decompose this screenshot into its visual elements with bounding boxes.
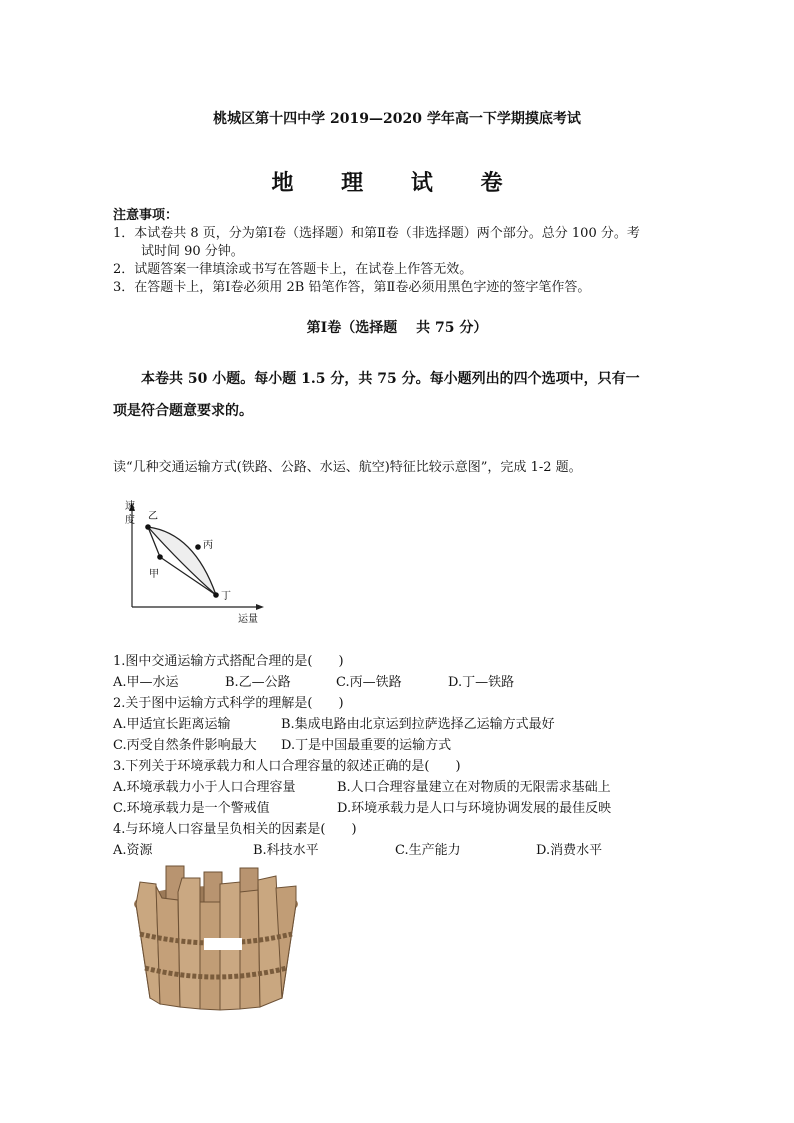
- question-option[interactable]: B.乙—公路: [225, 675, 291, 690]
- question-option[interactable]: D.消费水平: [536, 843, 603, 858]
- point-ding-marker: [213, 592, 219, 598]
- question-stem: 4.与环境人口容量呈负相关的因素是( ): [113, 822, 357, 837]
- x-axis-label: 运量: [238, 614, 258, 625]
- x-axis-arrow: [256, 604, 264, 610]
- note-item: 2．试题答案一律填涂或书写在答题卡上，在试卷上作答无效。: [113, 262, 473, 277]
- question-option[interactable]: A.资源: [113, 843, 153, 858]
- question-option[interactable]: B.人口合理容量建立在对物质的无限需求基础上: [337, 780, 611, 795]
- question-option[interactable]: A.甲—水运: [113, 675, 179, 690]
- y-axis-label: 速: [125, 501, 135, 512]
- reading-prompt: 读“几种交通运输方式(铁路、公路、水运、航空)特征比较示意图”，完成 1-2 题。: [113, 460, 582, 475]
- point-jia-label: 甲: [149, 569, 159, 580]
- question-option[interactable]: C.丙受自然条件影响最大: [113, 738, 257, 753]
- wooden-bucket-image: [116, 862, 316, 1012]
- point-ding-label: 丁: [221, 591, 231, 602]
- question-option[interactable]: D.丁—铁路: [448, 675, 515, 690]
- point-yi-label: 乙: [148, 511, 158, 522]
- point-bing-marker: [195, 544, 201, 550]
- point-yi-marker: [145, 524, 151, 530]
- question-option[interactable]: C.丙—铁路: [336, 675, 402, 690]
- subject-title: 地 理 试 卷: [271, 170, 523, 196]
- bucket-label-patch: [204, 938, 242, 950]
- question-option[interactable]: D.环境承载力是人口与环境协调发展的最佳反映: [337, 801, 612, 816]
- school-exam-title: 桃城区第十四中学 2019—2020 学年高一下学期摸底考试: [213, 111, 581, 127]
- notes-heading: 注意事项：: [113, 208, 179, 223]
- question-option[interactable]: C.生产能力: [395, 843, 461, 858]
- question-stem: 2.关于图中运输方式科学的理解是( ): [113, 696, 344, 711]
- question-option[interactable]: A.甲适宜长距离运输: [113, 717, 231, 732]
- point-bing-label: 丙: [203, 540, 213, 551]
- question-stem: 1.图中交通运输方式搭配合理的是( ): [113, 654, 344, 669]
- bucket-stave: [200, 902, 220, 1010]
- question-option[interactable]: B.科技水平: [253, 843, 319, 858]
- bucket-stave: [240, 890, 260, 1009]
- note-item: 3．在答题卡上，第Ⅰ卷必须用 2B 铅笔作答，第Ⅱ卷必须用黑色字迹的签字笔作答。: [113, 280, 591, 295]
- point-jia-marker: [157, 554, 163, 560]
- question-option[interactable]: D.丁是中国最重要的运输方式: [281, 738, 452, 753]
- bucket-stave: [204, 872, 222, 906]
- section-intro: 本卷共 50 小题。每小题 1.5 分，共 75 分。每小题列出的四个选项中，只有一: [141, 371, 640, 387]
- section-intro: 项是符合题意要求的。: [113, 403, 253, 419]
- question-option[interactable]: C.环境承载力是一个警戒值: [113, 801, 270, 816]
- note-item: 试时间 90 分钟。: [141, 244, 244, 259]
- bucket-stave: [156, 886, 180, 1007]
- note-item: 1．本试卷共 8 页，分为第Ⅰ卷（选择题）和第Ⅱ卷（非选择题）两个部分。总分 100 分。考: [113, 226, 640, 241]
- transport-comparison-diagram: [112, 495, 272, 627]
- question-stem: 3.下列关于环境承载力和人口合理容量的叙述正确的是( ): [113, 759, 461, 774]
- comparison-region: [148, 527, 216, 595]
- question-option[interactable]: B.集成电路由北京运到拉萨选择乙运输方式最好: [281, 717, 555, 732]
- y-axis-label: 度: [125, 515, 135, 526]
- question-option[interactable]: A.环境承载力小于人口合理容量: [113, 780, 296, 795]
- section-title: 第Ⅰ卷（选择题 共 75 分）: [306, 320, 488, 336]
